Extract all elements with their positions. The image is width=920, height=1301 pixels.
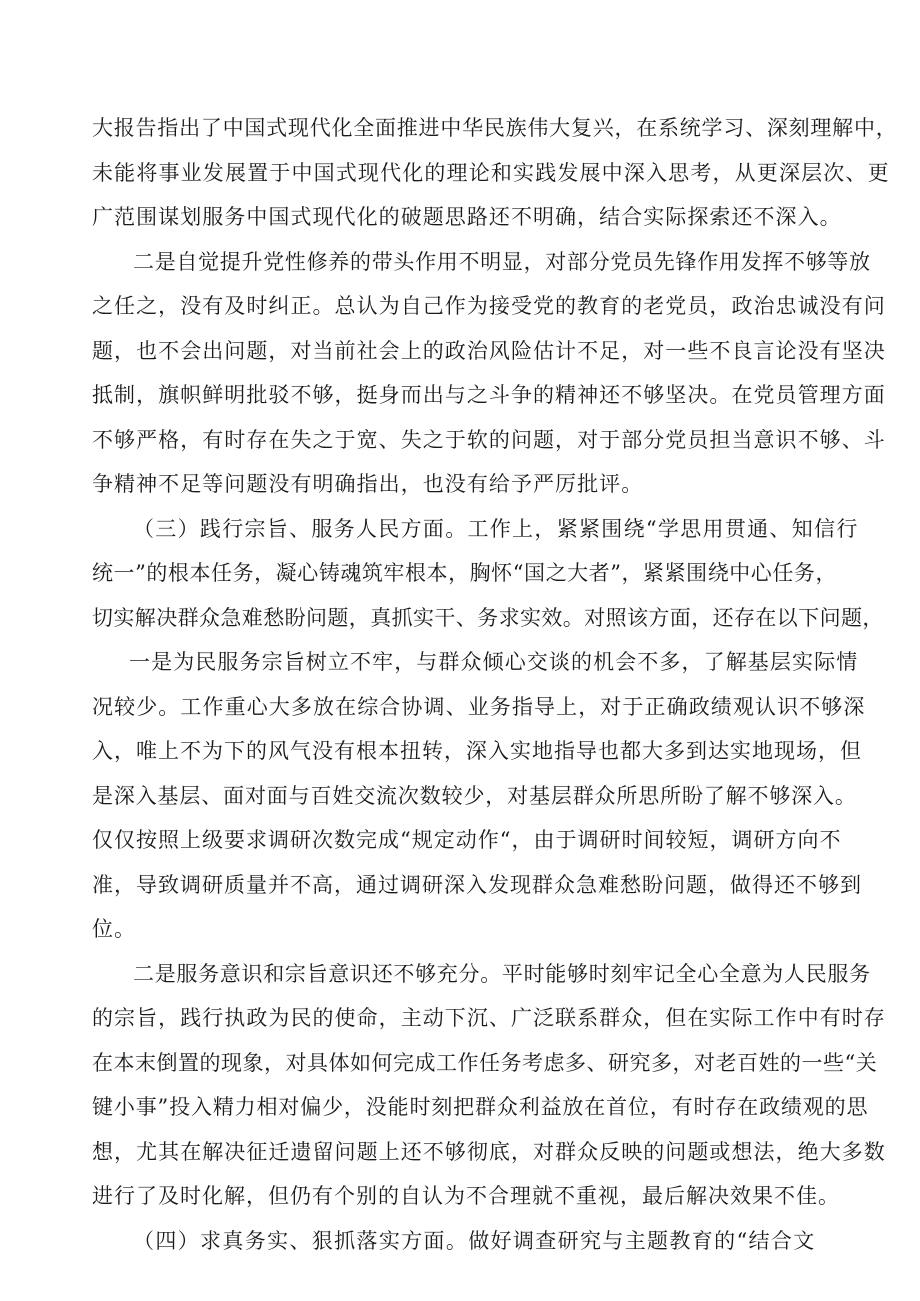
text-line: 抵制，旗帜鲜明批驳不够，挺身而出与之斗争的精神还不够坚决。在党员管理方面 <box>92 383 886 407</box>
text-line: 是深入基层、面对面与百姓交流次数较少，对基层群众所思所盼了解不够深入。 <box>92 784 857 808</box>
text-line: 一是为民服务宗旨树立不牢，与群众倾心交谈的机会不多，了解基层实际情 <box>129 650 859 674</box>
text-line: 在本末倒置的现象，对具体如何完成工作任务考虑多、研究多，对老百姓的一些“关 <box>92 1051 878 1075</box>
text-line: 键小事”投入精力相对偏少，没能时刻把群众利益放在首位，有时存在政绩观的思 <box>92 1095 869 1119</box>
text-line: 位。 <box>92 917 136 941</box>
text-line: （三）践行宗旨、服务人民方面。工作上，紧紧围绕“学思用贯通、知信行 <box>133 517 859 541</box>
text-line: 广范围谋划服务中国式现代化的破题思路还不明确，结合实际探索还不深入。 <box>92 205 842 229</box>
text-line: （四）求真务实、狠抓落实方面。做好调查研究与主题教育的“结合文 <box>133 1229 816 1253</box>
text-line: 入，唯上不为下的风气没有根本扭转，深入实地指导也都大多到达实地现场，但 <box>92 739 862 763</box>
text-line: 争精神不足等问题没有明确指出，也没有给予严厉批评。 <box>92 472 644 496</box>
text-line: 进行了及时化解，但仍有个别的自认为不合理就不重视，最后解决效果不佳。 <box>92 1184 840 1208</box>
text-line: 题，也不会出问题，对当前社会上的政治风险估计不足，对一些不良言论没有坚决 <box>92 339 886 363</box>
text-line: 未能将事业发展置于中国式现代化的理论和实践发展中深入思考，从更深层次、更 <box>92 161 890 185</box>
text-line: 大报告指出了中国式现代化全面推进中华民族伟大复兴，在系统学习、深刻理解中， <box>92 116 898 140</box>
text-line: 统一”的根本任务，凝心铸魂筑牢根本，胸怀“国之大者”，紧紧围绕中心任务， <box>92 561 838 585</box>
text-line: 准，导致调研质量并不高，通过调研深入发现群众急难愁盼问题，做得还不够到 <box>92 873 862 897</box>
text-line: 况较少。工作重心大多放在综合协调、业务指导上，对于正确政绩观认识不够深 <box>92 695 866 719</box>
text-line: 不够严格，有时存在失之于宽、失之于软的问题，对于部分党员担当意识不够、斗 <box>92 428 886 452</box>
text-line: 的宗旨，践行执政为民的使命，主动下沉、广泛联系群众，但在实际工作中有时存 <box>92 1006 886 1030</box>
text-line: 二是服务意识和宗旨意识还不够充分。平时能够时刻牢记全心全意为人民服务 <box>133 962 871 986</box>
text-line: 之任之，没有及时纠正。总认为自己作为接受党的教育的老党员，政治忠诚没有问 <box>92 294 886 318</box>
text-line: 切实解决群众急难愁盼问题，真抓实干、务求实效。对照该方面，还存在以下问题， <box>92 606 884 630</box>
text-line: 二是自觉提升党性修养的带头作用不明显，对部分党员先锋作用发挥不够等放 <box>133 250 871 274</box>
text-line: 仅仅按照上级要求调研次数完成“规定动作“，由于调研时间较短，调研方向不 <box>92 828 842 852</box>
text-line: 想，尤其在解决征迁遗留问题上还不够彻底，对群众反映的问题或想法，绝大多数 <box>92 1140 886 1164</box>
